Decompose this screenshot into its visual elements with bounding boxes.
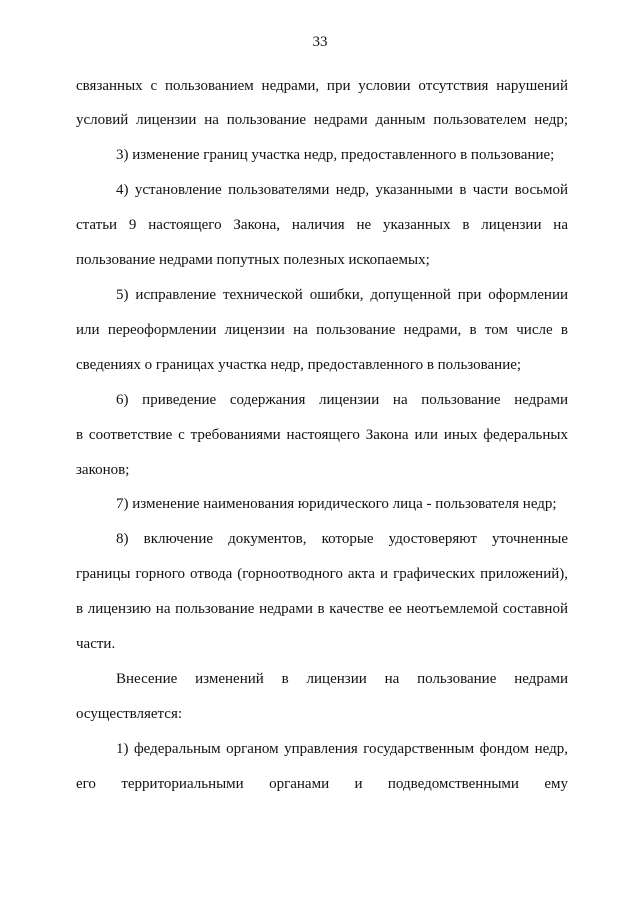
text-line: законов;	[76, 462, 130, 478]
text-line: 7) изменение наименования юридического лица - пользователя недр;	[116, 496, 557, 512]
page-number: 33	[312, 34, 328, 50]
text-line: 1) федеральным органом управления государственным фондом недр,	[116, 741, 568, 757]
text-line: статьи 9 настоящего Закона, наличия не указанных в лицензии на	[76, 217, 568, 233]
text-line: пользование недрами попутных полезных ископаемых;	[76, 252, 430, 268]
text-line: его территориальными органами и подведомственными ему	[76, 776, 568, 792]
text-line: 8) включение документов, которые удостоверяют уточненные	[116, 531, 568, 547]
text-line: связанных с пользованием недрами, при условии отсутствия нарушений	[76, 78, 568, 94]
text-line: границы горного отвода (горноотводного акта и графических приложений),	[76, 566, 568, 582]
text-line: сведениях о границах участка недр, предоставленного в пользование;	[76, 357, 522, 373]
text-line: 6) приведение содержания лицензии на пользование недрами	[116, 392, 568, 408]
text-line: части.	[76, 636, 116, 652]
text-line: в соответствие с требованиями настоящего Закона или иных федеральных	[76, 427, 568, 443]
text-line: 4) установление пользователями недр, указанными в части восьмой	[116, 182, 568, 198]
text-line: Внесение изменений в лицензии на пользование недрами	[116, 671, 568, 687]
text-line: 5) исправление технической ошибки, допущенной при оформлении	[116, 287, 568, 303]
text-line: условий лицензии на пользование недрами данным пользователем недр;	[76, 112, 568, 128]
text-line: в лицензию на пользование недрами в качестве ее неотъемлемой составной	[76, 601, 568, 617]
text-line: осуществляется:	[76, 706, 183, 722]
text-line: 3) изменение границ участка недр, предоставленного в пользование;	[116, 147, 555, 163]
text-line: или переоформлении лицензии на пользование недрами, в том числе в	[76, 322, 568, 338]
